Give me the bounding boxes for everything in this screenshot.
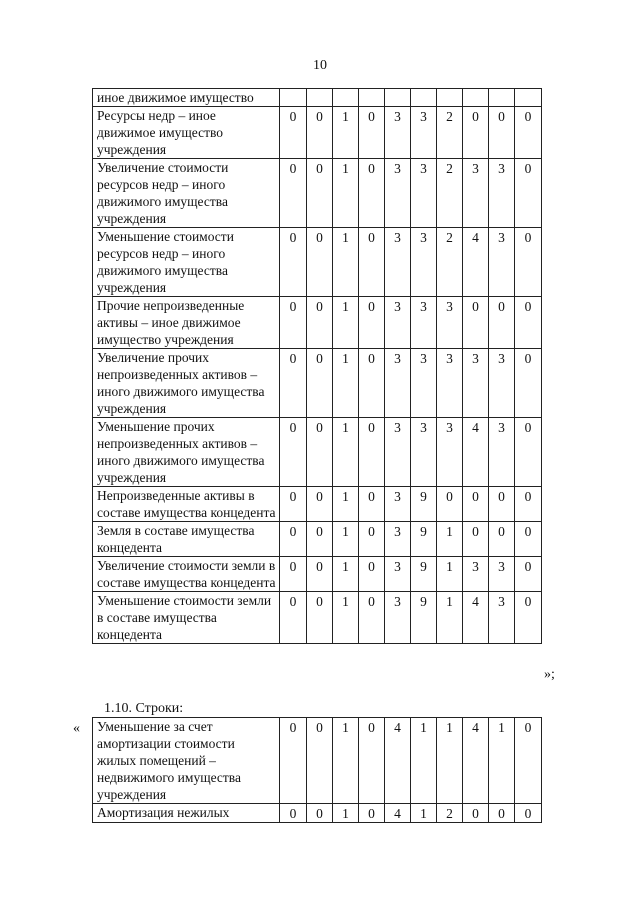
code-digit: 1 (333, 349, 359, 418)
table-row (93, 89, 542, 107)
code-digit: 0 (307, 592, 333, 644)
code-digit: 1 (333, 718, 359, 804)
code-digit: 0 (307, 159, 333, 228)
code-digit: 1 (333, 418, 359, 487)
code-digit: 0 (280, 522, 307, 557)
code-digit: 4 (463, 718, 489, 804)
row-label: Амортизация нежилых (93, 804, 280, 823)
code-digit (307, 89, 333, 107)
code-digit: 1 (333, 107, 359, 159)
code-digit: 0 (280, 297, 307, 349)
section-heading: 1.10. Строки: (104, 701, 184, 716)
code-digit: 0 (463, 804, 489, 823)
code-digit (489, 89, 515, 107)
opening-quote: « (73, 721, 80, 736)
code-digit: 0 (307, 522, 333, 557)
code-digit: 0 (489, 487, 515, 522)
code-digit: 3 (385, 349, 411, 418)
code-digit: 0 (280, 418, 307, 487)
code-digit: 0 (463, 297, 489, 349)
code-digit: 0 (515, 349, 542, 418)
code-digit: 0 (359, 297, 385, 349)
code-digit: 3 (489, 228, 515, 297)
code-digit: 0 (359, 557, 385, 592)
code-digit: 2 (437, 107, 463, 159)
code-digit: 0 (515, 159, 542, 228)
account-codes-table-continued (92, 717, 542, 823)
table-row (93, 557, 542, 592)
code-digit: 3 (385, 297, 411, 349)
table-row (93, 718, 542, 804)
code-digit: 1 (437, 557, 463, 592)
code-digit: 1 (333, 487, 359, 522)
code-digit: 0 (280, 557, 307, 592)
code-digit: 0 (489, 107, 515, 159)
code-digit: 3 (411, 418, 437, 487)
code-digit: 0 (463, 487, 489, 522)
code-digit: 0 (307, 804, 333, 823)
code-digit: 0 (515, 592, 542, 644)
code-digit: 3 (489, 557, 515, 592)
code-digit: 3 (437, 418, 463, 487)
code-digit (463, 89, 489, 107)
table-row (93, 349, 542, 418)
code-digit: 0 (307, 557, 333, 592)
row-label: Уменьшение стоимости ресурсов недр – иного движимого имущества учреждения (93, 228, 280, 297)
code-digit: 0 (359, 804, 385, 823)
code-digit: 4 (463, 228, 489, 297)
code-digit: 3 (385, 592, 411, 644)
code-digit: 0 (515, 804, 542, 823)
code-digit: 0 (280, 718, 307, 804)
code-digit: 0 (359, 349, 385, 418)
code-digit: 0 (359, 718, 385, 804)
code-digit (437, 89, 463, 107)
row-label: Уменьшение прочих непроизведенных активов – иного движимого имущества учреждения (93, 418, 280, 487)
code-digit: 0 (280, 107, 307, 159)
code-digit: 1 (411, 718, 437, 804)
code-digit: 0 (489, 804, 515, 823)
code-digit: 0 (515, 228, 542, 297)
code-digit (359, 89, 385, 107)
code-digit: 0 (280, 592, 307, 644)
code-digit: 0 (359, 418, 385, 487)
code-digit: 0 (307, 487, 333, 522)
code-digit: 0 (515, 718, 542, 804)
code-digit: 0 (280, 228, 307, 297)
code-digit: 2 (437, 228, 463, 297)
code-digit: 3 (411, 159, 437, 228)
code-digit: 1 (333, 297, 359, 349)
account-codes-table (92, 88, 542, 644)
code-digit: 0 (489, 522, 515, 557)
code-digit: 4 (463, 592, 489, 644)
code-digit: 3 (385, 228, 411, 297)
code-digit: 0 (515, 107, 542, 159)
code-digit: 0 (359, 522, 385, 557)
row-label: Земля в составе имущества концедента (93, 522, 280, 557)
code-digit: 3 (411, 297, 437, 349)
code-digit: 0 (280, 487, 307, 522)
code-digit: 3 (385, 522, 411, 557)
code-digit: 0 (280, 804, 307, 823)
code-digit: 0 (359, 107, 385, 159)
code-digit: 0 (359, 228, 385, 297)
code-digit: 0 (359, 159, 385, 228)
table-row (93, 804, 542, 823)
code-digit: 0 (515, 487, 542, 522)
code-digit: 9 (411, 487, 437, 522)
code-digit: 3 (489, 349, 515, 418)
code-digit: 1 (333, 804, 359, 823)
code-digit: 0 (280, 159, 307, 228)
code-digit: 0 (307, 718, 333, 804)
code-digit: 0 (489, 297, 515, 349)
table-row (93, 159, 542, 228)
code-digit: 1 (437, 592, 463, 644)
code-digit: 0 (515, 522, 542, 557)
row-label: Увеличение стоимости ресурсов недр – иного движимого имущества учреждения (93, 159, 280, 228)
code-digit: 3 (385, 159, 411, 228)
code-digit: 0 (307, 107, 333, 159)
code-digit: 4 (385, 718, 411, 804)
code-digit: 2 (437, 159, 463, 228)
row-label: Увеличение прочих непроизведенных активов – иного движимого имущества учреждения (93, 349, 280, 418)
code-digit: 0 (463, 107, 489, 159)
code-digit: 2 (437, 804, 463, 823)
code-digit: 9 (411, 557, 437, 592)
row-label: иное движимое имущество (93, 89, 280, 107)
row-label: Уменьшение стоимости земли в составе имущества концедента (93, 592, 280, 644)
code-digit: 9 (411, 592, 437, 644)
code-digit: 0 (307, 297, 333, 349)
row-label: Уменьшение за счет амортизации стоимости жилых помещений – недвижимого имущества учреждения (93, 718, 280, 804)
code-digit: 0 (359, 487, 385, 522)
code-digit: 0 (515, 297, 542, 349)
code-digit: 0 (307, 228, 333, 297)
code-digit: 3 (385, 418, 411, 487)
code-digit: 1 (333, 592, 359, 644)
code-digit: 3 (489, 592, 515, 644)
code-digit: 3 (463, 349, 489, 418)
code-digit: 1 (333, 522, 359, 557)
table-row (93, 592, 542, 644)
code-digit: 3 (385, 557, 411, 592)
code-digit: 1 (333, 228, 359, 297)
table-row (93, 228, 542, 297)
code-digit: 0 (359, 592, 385, 644)
code-digit: 4 (463, 418, 489, 487)
code-digit (333, 89, 359, 107)
code-digit: 0 (515, 418, 542, 487)
code-digit: 3 (489, 418, 515, 487)
code-digit: 3 (411, 107, 437, 159)
row-label: Прочие непроизведенные активы – иное движимое имущество учреждения (93, 297, 280, 349)
code-digit: 0 (437, 487, 463, 522)
code-digit: 1 (437, 522, 463, 557)
code-digit (385, 89, 411, 107)
code-digit: 0 (515, 557, 542, 592)
code-digit: 3 (489, 159, 515, 228)
code-digit: 1 (489, 718, 515, 804)
code-digit: 3 (411, 349, 437, 418)
table-row (93, 522, 542, 557)
code-digit: 3 (437, 349, 463, 418)
code-digit: 0 (307, 418, 333, 487)
code-digit: 3 (385, 487, 411, 522)
code-digit (280, 89, 307, 107)
table-row (93, 487, 542, 522)
closing-quote: »; (544, 667, 555, 682)
code-digit: 0 (307, 349, 333, 418)
row-label: Непроизведенные активы в составе имущества концедента (93, 487, 280, 522)
code-digit: 9 (411, 522, 437, 557)
table-row (93, 297, 542, 349)
code-digit: 0 (463, 522, 489, 557)
code-digit: 3 (463, 159, 489, 228)
row-label: Ресурсы недр – иное движимое имущество учреждения (93, 107, 280, 159)
table-row (93, 107, 542, 159)
code-digit (515, 89, 542, 107)
code-digit: 1 (437, 718, 463, 804)
code-digit: 1 (333, 557, 359, 592)
code-digit: 1 (333, 159, 359, 228)
page-number: 10 (313, 58, 327, 73)
table-row (93, 418, 542, 487)
code-digit (411, 89, 437, 107)
code-digit: 3 (437, 297, 463, 349)
row-label: Увеличение стоимости земли в составе имущества концедента (93, 557, 280, 592)
code-digit: 3 (463, 557, 489, 592)
code-digit: 1 (411, 804, 437, 823)
code-digit: 0 (280, 349, 307, 418)
code-digit: 4 (385, 804, 411, 823)
code-digit: 3 (411, 228, 437, 297)
code-digit: 3 (385, 107, 411, 159)
